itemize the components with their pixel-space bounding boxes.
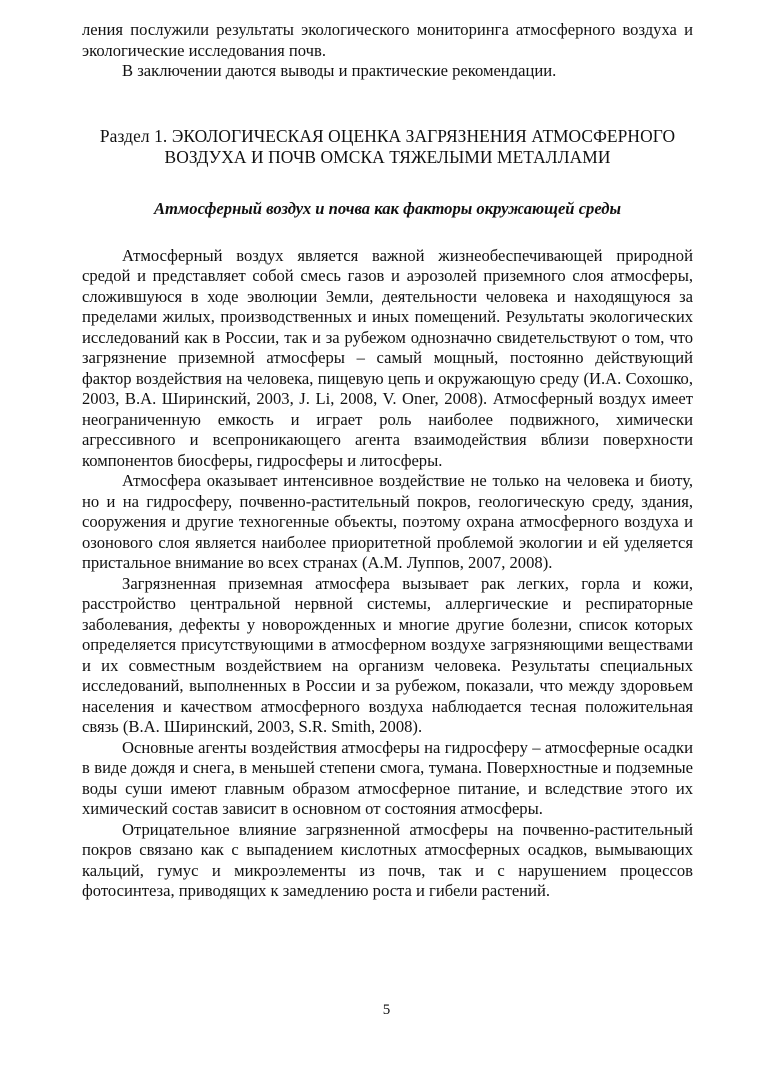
body-paragraph-5: Отрицательное влияние загрязненной атмосферы на почвенно-растительный покров связано как с выпадением кислотных атмосферных осадков, вымывающих кальций, гумус и микроэлементы из почв, так и с нарушением процессов фотосинтеза, приводящих к замедлению роста и гибели растений. [82, 819, 693, 900]
section-title-line-1: Раздел 1. ЭКОЛОГИЧЕСКАЯ ОЦЕНКА ЗАГРЯЗНЕНИЯ АТМОСФЕРНОГО [99, 125, 676, 146]
body-paragraph-3: Загрязненная приземная атмосфера вызывает рак легких, горла и кожи, расстройство центральной нервной системы, аллергические и респираторные заболевания, дефекты у новорожденных и многие другие болезни, список которых определяется присутствующими в атмосферном воздухе загрязняющими веществами и их совместным воздействием на организм человека. Результаты специальных исследований, выполненных в России и за рубежом, показали, что между здоровьем населения и качеством атмосферного воздуха наблюдается тесная положительная связь (В.А. Ширинский, 2003, S.R. Smith, 2008). [82, 573, 693, 736]
page-number: 5 [382, 1002, 391, 1018]
body-paragraph-1: Атмосферный воздух является важной жизнеобеспечивающей природной средой и представляет собой смесь газов и аэрозолей приземного слоя атмосферы, сложившуюся в ходе эволюции Земли, деятельности человека и находящуюся за пределами жилых, производственных и иных помещений. Результаты экологических исследований как в России, так и за рубежом однозначно свидетельствуют о том, что загрязнение приземной атмосферы – самый мощный, постоянно действующий фактор воздействия на человека, пищевую цепь и окружающую среду (И.А. Сохошко, 2003, В.А. Ширинский, 2003, J. Li, 2008, V. Oner, 2008). Атмосферный воздух имеет неограниченную емкость и играет роль наиболее подвижного, химически агрессивного и всепроникающего агента взаимодействия вблизи поверхности компонентов биосферы, гидросферы и литосферы. [82, 245, 693, 470]
section-title [82, 126, 693, 169]
document-page [82, 20, 693, 902]
intro-continuation: ления послужили результаты экологического мониторинга атмосферного воздуха и экологические исследования почв. [82, 20, 693, 60]
section-title-line-2: ВОЗДУХА И ПОЧВ ОМСКА ТЯЖЕЛЫМИ МЕТАЛЛАМИ [164, 147, 611, 167]
body-paragraph-2: Атмосфера оказывает интенсивное воздействие не только на человека и биоту, но и на гидросферу, почвенно-растительный покров, геологическую среду, здания, сооружения и другие техногенные объекты, поэтому охрана атмосферного воздуха и озонового слоя является наиболее приоритетной проблемой экологии и ей уделяется пристальное внимание во всех странах (А.М. Луппов, 2007, 2008). [82, 471, 693, 572]
intro-conclusion: В заключении даются выводы и практические рекомендации. [122, 61, 557, 80]
body-paragraph-4: Основные агенты воздействия атмосферы на гидросферу – атмосферные осадки в виде дождя и снега, в меньшей степени смога, тумана. Поверхностные и подземные воды суши имеют главным образом атмосферное питание, и вследствие этого их химический состав зависит в основном от состояния атмосферы. [82, 737, 693, 818]
section-subtitle: Атмосферный воздух и почва как факторы окружающей среды [153, 198, 622, 218]
